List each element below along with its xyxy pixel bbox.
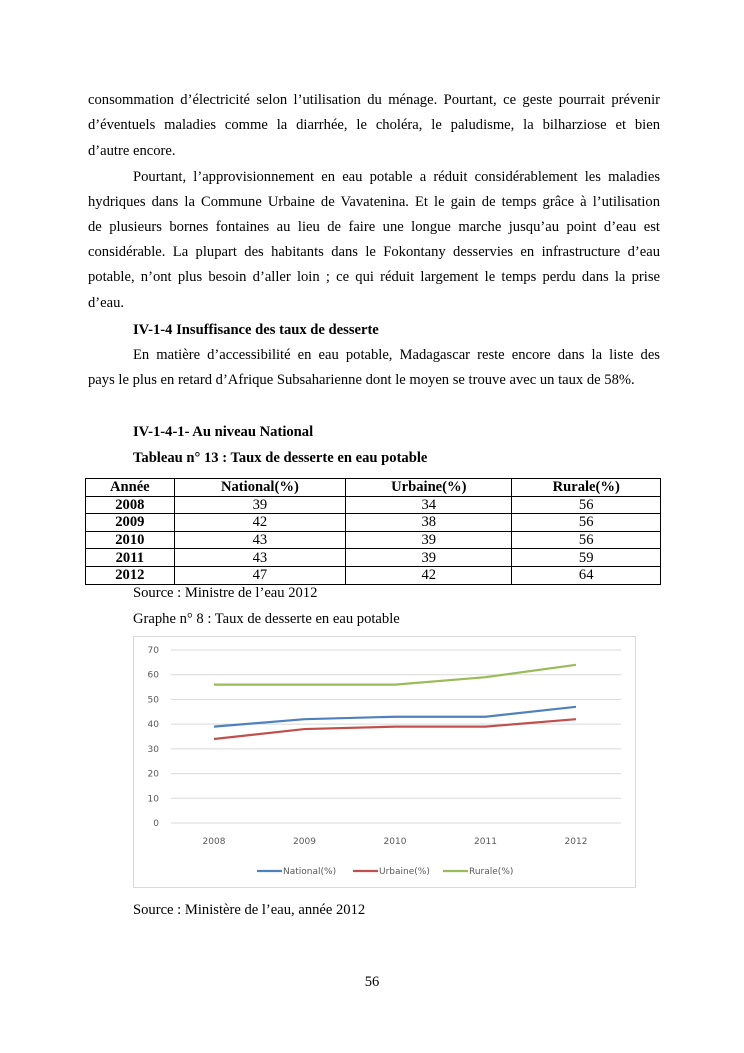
year-cell: 2010 xyxy=(86,531,175,549)
x-tick-label: 2010 xyxy=(383,837,407,847)
table-header-row xyxy=(86,479,661,497)
value-cell: 64 xyxy=(512,566,661,584)
table-row xyxy=(86,531,661,549)
page-number: 56 xyxy=(364,974,380,990)
year-cell: 2011 xyxy=(86,549,175,567)
graph-source: Source : Ministère de l’eau, année 2012 xyxy=(133,902,366,918)
x-tick-label: 2009 xyxy=(293,837,316,847)
table-row xyxy=(86,496,661,514)
value-cell: 56 xyxy=(512,496,661,514)
text-line: d’autre encore. xyxy=(88,143,176,159)
text-line: d’éventuels maladies comme la diarrhée, le choléra, le paludisme, la bilharziose et bien xyxy=(88,117,660,133)
text-line: de plusieurs bornes fontaines au lieu de faire une longue marche jusqu’au point d’eau est xyxy=(88,219,660,235)
y-tick-label: 70 xyxy=(147,646,159,656)
table-source: Source : Ministre de l’eau 2012 xyxy=(133,585,318,601)
subsection-heading: IV-1-4-1- Au niveau National xyxy=(133,424,314,440)
text-line: En matière d’accessibilité en eau potable, Madagascar reste encore dans la liste des xyxy=(133,347,660,363)
y-tick-label: 50 xyxy=(147,695,159,706)
value-cell: 38 xyxy=(346,514,512,532)
x-tick-label: 2008 xyxy=(202,837,226,847)
data-table xyxy=(85,478,661,585)
value-cell: 42 xyxy=(346,566,512,584)
value-cell: 39 xyxy=(346,549,512,567)
text-line: hydriques dans la Commune Urbaine de Vavatenina. Et le gain de temps grâce à l’utilisation xyxy=(88,194,660,210)
table-row xyxy=(86,566,661,584)
value-cell: 43 xyxy=(174,549,346,567)
legend-label: National(%) xyxy=(283,867,337,877)
column-header: Urbaine(%) xyxy=(346,479,512,497)
x-tick-label: 2011 xyxy=(474,837,497,847)
value-cell: 43 xyxy=(174,531,346,549)
text-line: Pourtant, l’approvisionnement en eau potable a réduit considérablement les maladies xyxy=(133,169,660,185)
graph-caption: Graphe n° 8 : Taux de desserte en eau potable xyxy=(133,611,400,627)
year-cell: 2012 xyxy=(86,566,175,584)
y-tick-label: 40 xyxy=(147,720,159,731)
table-caption: Tableau n° 13 : Taux de desserte en eau potable xyxy=(133,450,428,466)
y-tick-label: 0 xyxy=(153,819,159,829)
column-header: Année xyxy=(86,479,175,497)
value-cell: 34 xyxy=(346,496,512,514)
text-line: d’eau. xyxy=(88,295,125,311)
chart-svg xyxy=(134,637,637,889)
value-cell: 56 xyxy=(512,531,661,549)
y-tick-label: 60 xyxy=(147,670,159,681)
text-line: pays le plus en retard d’Afrique Subsaharienne dont le moyen se trouve avec un taux de 58%. xyxy=(88,372,635,388)
value-cell: 39 xyxy=(346,531,512,549)
column-header: Rurale(%) xyxy=(512,479,661,497)
y-tick-label: 10 xyxy=(147,794,159,805)
value-cell: 59 xyxy=(512,549,661,567)
line-chart xyxy=(133,636,636,888)
y-tick-label: 20 xyxy=(147,769,159,780)
text-line: considérable. La plupart des habitants dans le Fokontany desservies en infrastructure d’eau xyxy=(88,244,660,260)
legend-label: Urbaine(%) xyxy=(379,867,430,877)
section-heading: IV-1-4 Insuffisance des taux de desserte xyxy=(133,322,379,338)
value-cell: 39 xyxy=(174,496,346,514)
value-cell: 47 xyxy=(174,566,346,584)
table-row xyxy=(86,549,661,567)
table-row xyxy=(86,514,661,532)
text-line: potable, n’ont plus besoin d’aller loin ; ce qui réduit largement le temps perdu dans la prise xyxy=(88,269,660,285)
x-tick-label: 2012 xyxy=(564,837,588,847)
value-cell: 42 xyxy=(174,514,346,532)
value-cell: 56 xyxy=(512,514,661,532)
column-header: National(%) xyxy=(174,479,346,497)
year-cell: 2008 xyxy=(86,496,175,514)
text-line: consommation d’électricité selon l’utilisation du ménage. Pourtant, ce geste pourrait prévenir xyxy=(88,92,660,108)
y-tick-label: 30 xyxy=(147,744,159,755)
legend-label: Rurale(%) xyxy=(469,867,514,877)
year-cell: 2009 xyxy=(86,514,175,532)
